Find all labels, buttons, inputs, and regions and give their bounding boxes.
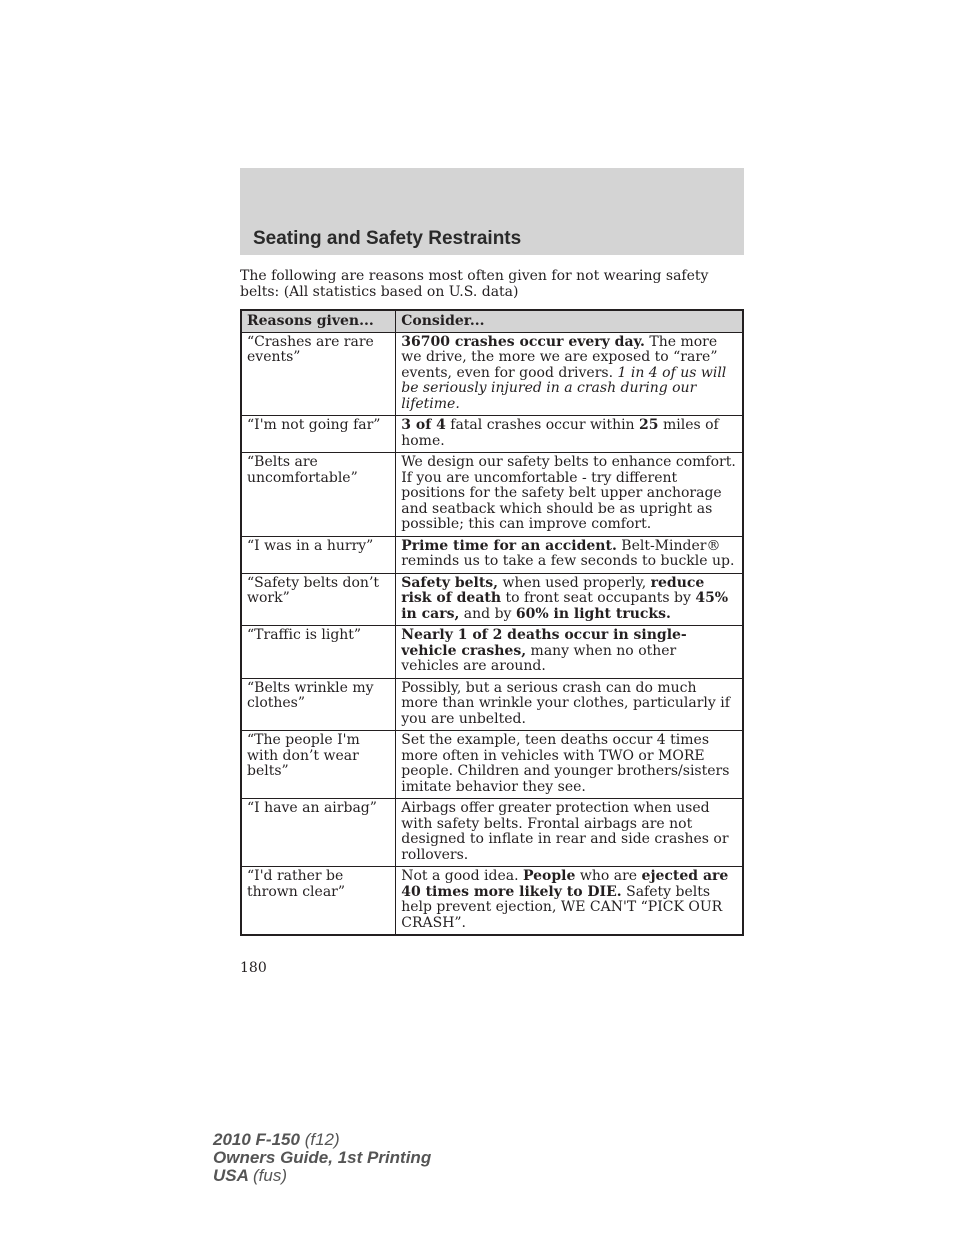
reason-cell: “Safety belts don’t work” [241, 573, 396, 626]
footer-line-2: Owners Guide, 1st Printing [213, 1148, 432, 1167]
body-text: fatal crashes occur within [445, 417, 640, 433]
table-row [241, 678, 743, 731]
consider-cell [396, 731, 743, 799]
section-header [240, 168, 744, 255]
footer-line-3 [213, 1167, 431, 1185]
reason-cell: “I'd rather be thrown clear” [241, 867, 396, 936]
reason-cell: “Belts wrinkle my clothes” [241, 678, 396, 731]
emphasis-text: 36700 crashes occur every day. [401, 333, 645, 350]
footer-model: 2010 F-150 [213, 1130, 300, 1149]
intro-paragraph: The following are reasons most often given for not wearing safety belts: (All statistics based on U.S. data) [240, 268, 709, 300]
table-header-row [241, 310, 743, 332]
body-text: Airbags offer greater protection when used with safety belts. Frontal airbags are not designed to inflate in rear and side crashes or rollovers. [401, 800, 729, 863]
consider-cell [396, 626, 743, 679]
reasons-table [240, 309, 744, 936]
reason-cell: “Belts are uncomfortable” [241, 453, 396, 537]
column-header-consider: Consider... [396, 310, 743, 332]
footer-region-code: (fus) [253, 1166, 287, 1185]
consider-cell [396, 453, 743, 537]
emphasis-text: 60% in light trucks. [515, 605, 671, 622]
body-text: Set the example, teen deaths occur 4 times more often in vehicles with TWO or MORE people. Children and younger brothers/sisters imitate behavior they see. [401, 732, 730, 795]
column-header-reasons: Reasons given... [241, 310, 396, 332]
table-row [241, 799, 743, 867]
page-number: 180 [240, 960, 267, 976]
consider-cell [396, 799, 743, 867]
table-row [241, 453, 743, 537]
body-text: Safety belts help prevent ejection, WE CAN'T “PICK OUR CRASH”. [401, 883, 723, 931]
consider-cell [396, 678, 743, 731]
footer-line-1 [213, 1131, 431, 1149]
emphasis-text: 3 of 4 [401, 417, 446, 433]
emphasis-text: People [523, 868, 576, 884]
table-row [241, 573, 743, 626]
consider-cell [396, 573, 743, 626]
consider-cell [396, 416, 743, 453]
reason-cell: “I'm not going far” [241, 416, 396, 453]
emphasis-text: Nearly 1 of 2 deaths occur in single-vehicle crashes, [401, 627, 687, 659]
body-text: The more we drive, the more we are exposed to “rare” events, even for good drivers. [401, 333, 718, 381]
table-row [241, 332, 743, 416]
consider-cell [396, 332, 743, 416]
body-text: Belt-Minder® reminds us to take a few seconds to buckle up. [401, 537, 735, 569]
body-text: Not a good idea. [401, 868, 523, 884]
table-body [241, 332, 743, 935]
footer-model-code: (f12) [304, 1130, 340, 1149]
consider-cell [396, 536, 743, 573]
body-text: who are [575, 868, 642, 884]
table-row [241, 416, 743, 453]
reason-cell: “Crashes are rare events” [241, 332, 396, 416]
reason-cell: “Traffic is light” [241, 626, 396, 679]
emphasis-text: Prime time for an accident. [401, 537, 617, 554]
table-row [241, 867, 743, 936]
body-text: miles of home. [401, 417, 719, 449]
table-row [241, 536, 743, 573]
reason-cell: “I was in a hurry” [241, 536, 396, 573]
body-text: We design our safety belts to enhance comfort. If you are uncomfortable - try different positions for the safety belt upper anchorage and seatback which should be as upright as possible; this can improve comfort. [401, 454, 736, 532]
table-row [241, 626, 743, 679]
consider-cell [396, 867, 743, 936]
reason-cell: “I have an airbag” [241, 799, 396, 867]
table-row [241, 731, 743, 799]
emphasis-text: 45% in cars, [401, 590, 729, 622]
body-text: to front seat occupants by [501, 590, 696, 606]
emphasis-text: ejected are 40 times more likely to DIE. [401, 868, 729, 900]
emphasis-text: Safety belts, [401, 574, 499, 591]
body-text: when used properly, [498, 574, 651, 591]
footer-print-info [213, 1131, 431, 1185]
italic-text: 1 in 4 of us will be seriously injured in a crash during our lifetime. [401, 364, 727, 412]
section-title: Seating and Safety Restraints [253, 228, 522, 249]
emphasis-text: 25 [639, 417, 659, 433]
footer-region: USA [213, 1166, 249, 1185]
emphasis-text: reduce risk of death [401, 574, 705, 606]
reason-cell: “The people I'm with don’t wear belts” [241, 731, 396, 799]
body-text: Possibly, but a serious crash can do much more than wrinkle your clothes, particularly if you are unbelted. [401, 679, 730, 727]
body-text: and by [459, 605, 516, 622]
body-text: many when no other vehicles are around. [401, 642, 677, 674]
